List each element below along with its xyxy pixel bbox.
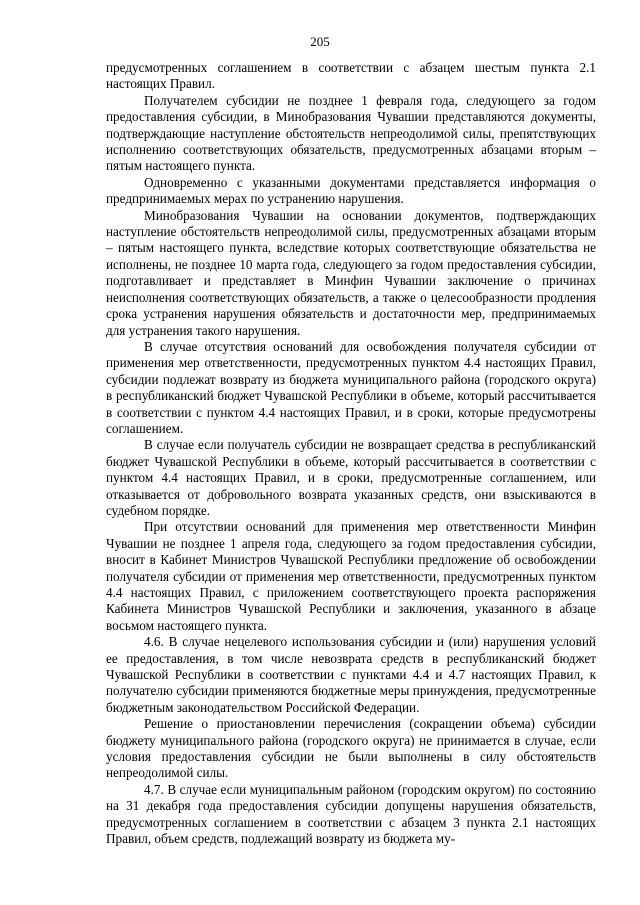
- paragraph: В случае если получатель субсидии не возвращает средства в республиканский бюджет Чувашской Республики в объеме, который рассчитывается в соответствии с пунктом 4.4 настоящих Правил, и в сроки, предусмотренные соглашением, или отказывается от добровольного возврата указанных средств, они взыскиваются в судебном порядке.: [106, 437, 596, 518]
- paragraph: Решение о приостановлении перечисления (сокращении объема) субсидии бюджету муниципального района (городского округа) не принимается в случае, если условия предоставления субсидии не были выполнены в силу обстоятельств непреодолимой силы.: [106, 716, 596, 781]
- page-number: 205: [310, 34, 330, 49]
- paragraph: При отсутствии оснований для применения мер ответственности Минфин Чувашии не позднее 1 апреля года, следующего за годом предоставления субсидии, вносит в Кабинет Министров Чувашской Республики предложение об освобождении получателя субсидии от применения мер ответственности, предусмотренных пунктом 4.4 настоящих Правил, с приложением соответствующего проекта распоряжения Кабинета Министров Чувашской Республики и заключения, указанного в абзаце восьмом настоящего пункта.: [106, 519, 596, 633]
- paragraph: Получателем субсидии не позднее 1 февраля года, следующего за годом предоставления субсидии, в Минобразования Чувашии представляются документы, подтверждающие наступление обстоятельств непреодолимой силы, препятствующих исполнению соответствующих обязательств, предусмотренных абзацами вторым – пятым настоящего пункта.: [106, 92, 596, 174]
- paragraph: Минобразования Чувашии на основании документов, подтверждающих наступление обстоятельств непреодолимой силы, предусмотренных абзацами вторым – пятым настоящего пункта, вследствие которых соответствующие обязательства не исполнены, не позднее 10 марта года, следующего за годом предоставления субсидии, подготавливает и представляет в Минфин Чувашии заключение о причинах неисполнения соответствующих обязательств, а также о целесообразности продления срока устранения нарушения обязательств и достаточности мер, предпринимаемых для устранения такого нарушения.: [106, 207, 596, 338]
- paragraph-section-4-6: 4.6. В случае нецелевого использования субсидии и (или) нарушения условий ее предоставления, в том числе невозврата средств в республиканский бюджет Чувашской Республики в соответствии с пунктами 4.4 и 4.7 настоящих Правил, к получателю субсидии применяются бюджетные меры принуждения, предусмотренные бюджетным законодательством Российской Федерации.: [106, 634, 596, 715]
- paragraph-section-4-7: 4.7. В случае если муниципальным районом (городским округом) по состоянию на 31 декабря года предоставления субсидии допущены нарушения обязательств, предусмотренных соглашением в соответствии с абзацем 3 пункта 2.1 настоящих Правил, объем средств, подлежащий возврату из бюджета му-: [106, 781, 596, 847]
- paragraph: Одновременно с указанными документами представляется информация о предпринимаемых мерах по устранению нарушения.: [106, 174, 596, 207]
- paragraph-continuation: предусмотренных соглашением в соответствии с абзацем шестым пункта 2.1 настоящих Правил.: [106, 60, 596, 92]
- document-body: [106, 60, 596, 848]
- paragraph: В случае отсутствия оснований для освобождения получателя субсидии от применения мер ответственности, предусмотренных пунктом 4.4 настоящих Правил, субсидии подлежат возврату из бюджета муниципального района (городского округа) в республиканский бюджет Чувашской Республики в объеме, который рассчитывается в соответствии с пунктом 4.4 настоящих Правил, и в сроки, которые предусмотрены соглашением.: [106, 338, 596, 436]
